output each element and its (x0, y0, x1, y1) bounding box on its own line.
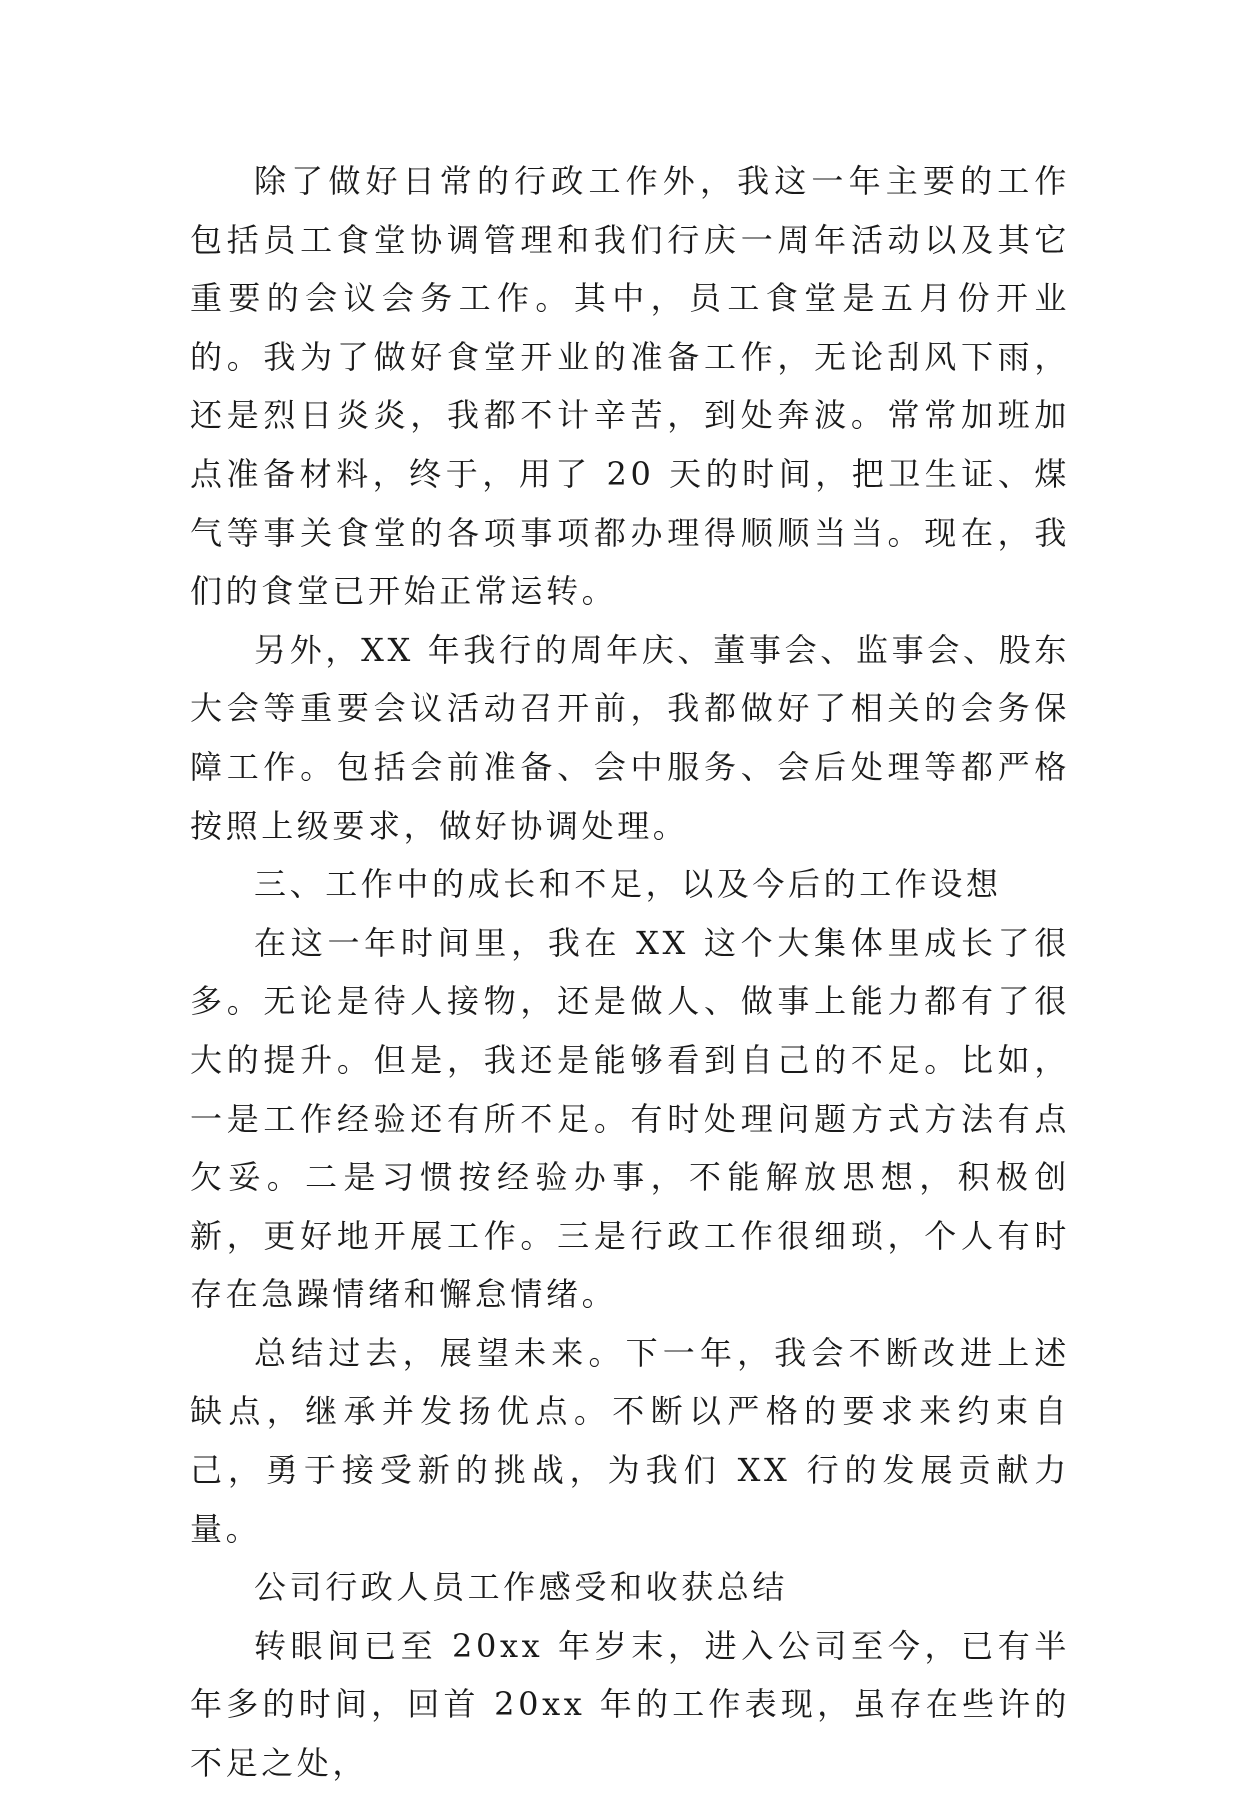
section-heading-growth-and-shortcomings: 三、工作中的成长和不足，以及今后的工作设想 (254, 865, 1002, 904)
article-title-admin-summary: 公司行政人员工作感受和收获总结 (254, 1568, 789, 1607)
paragraph-year-end: 转眼间已至 20xx 年岁末，进入公司至今，已有半年多的时间，回首 20xx 年的工作表现，虽存在些许的不足之处， (190, 1626, 1070, 1783)
paragraph-growth: 在这一年时间里，我在 XX 这个大集体里成长了很多。无论是待人接物，还是做人、做事上能力都有了很大的提升。但是，我还是能够看到自己的不足。比如，一是工作经验还有所不足。有时处理问题方式方法有点欠妥。二是习惯按经验办事，不能解放思想，积极创新，更好地开展工作。三是行政工作很细琐，个人有时存在急躁情绪和懈怠情绪。 (190, 923, 1070, 1314)
document-body (190, 152, 1070, 1793)
paragraph-canteen-and-meetings: 除了做好日常的行政工作外，我这一年主要的工作包括员工食堂协调管理和我们行庆一周年活动以及其它重要的会议会务工作。其中，员工食堂是五月份开业的。我为了做好食堂开业的准备工作，无论刮风下雨，还是烈日炎炎，我都不计辛苦，到处奔波。常常加班加点准备材料，终于，用了 20 天的时间，把卫生证、煤气等事关食堂的各项事项都办理得顺顺当当。现在，我们的食堂已开始正常运转。 (190, 162, 1070, 611)
paragraph-outlook: 总结过去，展望未来。下一年，我会不断改进上述缺点，继承并发扬优点。不断以严格的要求来约束自己，勇于接受新的挑战，为我们 XX 行的发展贡献力量。 (190, 1333, 1070, 1548)
paragraph-anniversary-meetings: 另外，XX 年我行的周年庆、董事会、监事会、股东大会等重要会议活动召开前，我都做好了相关的会务保障工作。包括会前准备、会中服务、会后处理等都严格按照上级要求，做好协调处理。 (190, 630, 1070, 845)
